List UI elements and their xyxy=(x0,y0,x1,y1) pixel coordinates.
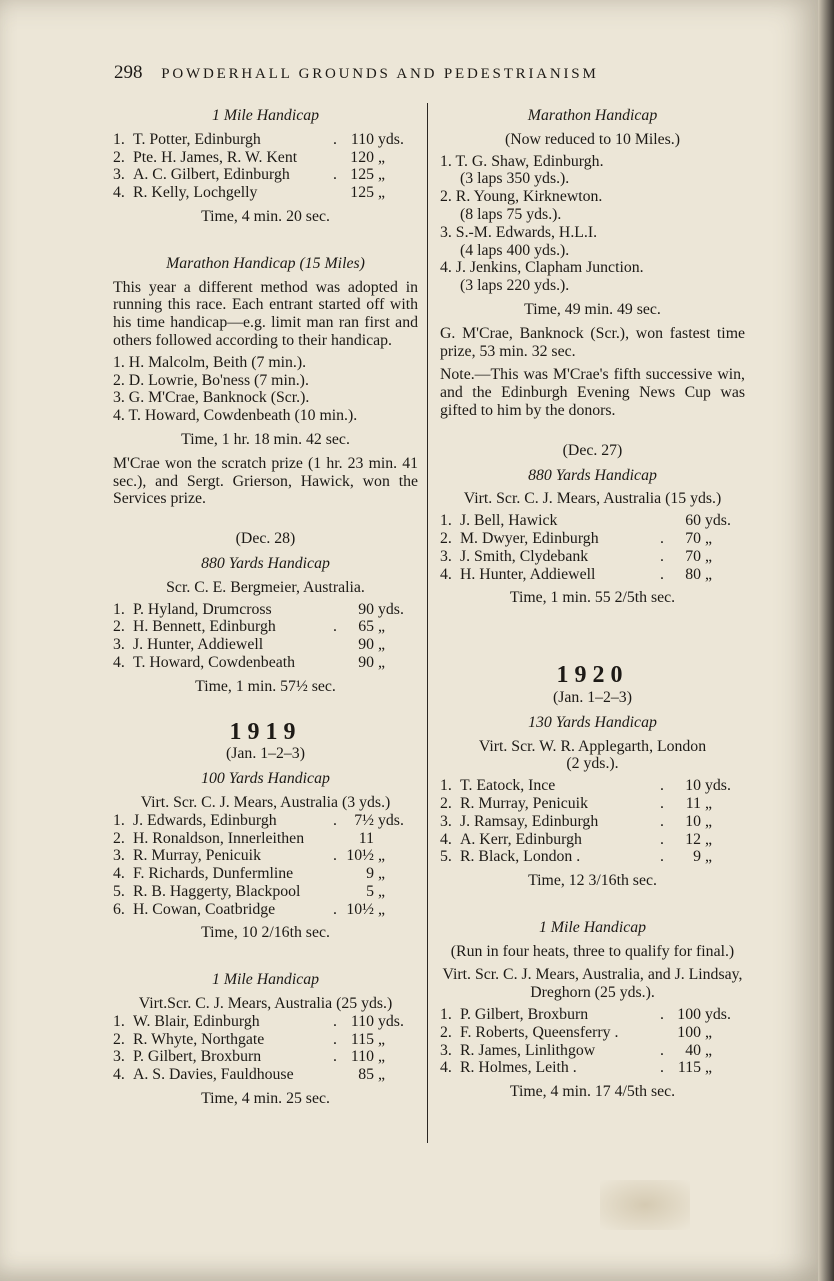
result-name: J. Ramsay, Edinburgh xyxy=(460,812,599,830)
result-val: 110 xyxy=(350,1048,374,1066)
result-unit: „ xyxy=(705,529,713,547)
section-title: 1 Mile Handicap xyxy=(538,918,647,936)
paragraph: Note.—This was M'Crae's fifth successive win, and the Edinburgh Evening News Cup was gifted to him by the donors. xyxy=(440,366,745,419)
result-name: J. Smith, Clydebank xyxy=(460,547,589,565)
result-dot xyxy=(326,883,344,901)
result-n: 3. xyxy=(440,1041,452,1059)
result-val: 9 xyxy=(366,865,374,883)
result-val: 90 xyxy=(358,636,374,654)
result-row xyxy=(113,1066,418,1084)
result-unit: „ xyxy=(705,794,713,812)
result-val: 110 xyxy=(350,130,374,148)
result-dot xyxy=(326,1066,344,1084)
result-time: Time, 4 min. 25 sec. xyxy=(201,1090,330,1108)
result-dot: . xyxy=(660,1006,664,1024)
result-n: 3. xyxy=(113,166,125,184)
results-list xyxy=(113,601,418,672)
section-title: 1 Mile Handicap xyxy=(211,107,320,124)
result-row xyxy=(113,883,418,901)
result-n: 2. xyxy=(440,794,452,812)
race-date: (Dec. 27) xyxy=(562,441,623,459)
result-val: 100 xyxy=(677,1006,701,1024)
result-unit: „ xyxy=(705,848,713,866)
result-val: 9 xyxy=(693,848,701,866)
result-n: 4. xyxy=(440,1059,452,1077)
result-n: 6. xyxy=(113,900,125,918)
result-row: 4. J. Jenkins, Clapham Junction. xyxy=(440,259,644,277)
result-unit: yds. xyxy=(378,811,404,829)
result-row xyxy=(113,1048,418,1066)
result-val: 11 xyxy=(358,829,374,847)
result-n: 4. xyxy=(113,184,125,202)
result-name: P. Gilbert, Broxburn xyxy=(133,1048,262,1066)
result-unit: „ xyxy=(378,882,386,900)
scratch-line: Virt. Scr. C. J. Mears, Australia (15 yds.) xyxy=(463,490,722,508)
result-row: 4. T. Howard, Cowdenbeath (10 min.). xyxy=(113,407,358,425)
result-dot xyxy=(326,865,344,883)
result-n: 5. xyxy=(113,882,125,900)
result-name: H. Bennett, Edinburgh xyxy=(133,618,276,636)
result-dot: . xyxy=(333,130,337,148)
race-date: (Jan. 1–2–3) xyxy=(553,688,632,706)
results-list xyxy=(113,1013,418,1084)
result-dot: . xyxy=(333,1048,337,1066)
result-val: 85 xyxy=(358,1066,374,1084)
result-val: 70 xyxy=(685,547,701,565)
page-number: 298 xyxy=(114,62,143,83)
result-unit: „ xyxy=(378,1066,386,1084)
result-n: 3. xyxy=(113,1048,125,1066)
result-dot: . xyxy=(660,848,664,866)
result-row xyxy=(113,1013,418,1031)
result-name: P. Gilbert, Broxburn xyxy=(460,1006,589,1024)
result-n: 1. xyxy=(113,600,125,618)
result-unit: yds. xyxy=(705,1006,731,1024)
result-row xyxy=(113,830,418,848)
result-val: 90 xyxy=(358,600,374,618)
result-row: 1. T. G. Shaw, Edinburgh. xyxy=(440,152,604,170)
result-unit: „ xyxy=(378,1030,386,1048)
result-n: 1. xyxy=(440,1006,452,1024)
results-list xyxy=(440,512,745,583)
result-unit: „ xyxy=(378,148,386,166)
result-n: 4. xyxy=(113,653,125,671)
result-unit: „ xyxy=(705,547,713,565)
result-name: R. Murray, Penicuik xyxy=(460,794,588,812)
result-time: Time, 1 min. 55 2/5th sec. xyxy=(509,589,676,607)
results-list xyxy=(440,153,745,295)
result-row xyxy=(113,184,418,202)
result-row xyxy=(440,777,745,795)
result-n: 4. xyxy=(113,865,125,883)
section-title: 1 Mile Handicap xyxy=(211,971,320,989)
result-row xyxy=(440,813,745,831)
result-dot: . xyxy=(660,812,664,830)
scratch-line: Virt. Scr. C. J. Mears, Australia, and J. Lindsay, Dreghorn (25 yds.). xyxy=(442,966,743,1002)
section-title: Marathon Handicap (15 Miles) xyxy=(166,254,365,272)
result-name: R. Whyte, Northgate xyxy=(133,1030,265,1048)
section-title: 100 Yards Handicap xyxy=(201,770,330,788)
result-dot: . xyxy=(660,777,664,795)
result-n: 4. xyxy=(440,830,452,848)
paragraph: G. M'Crae, Banknock (Scr.), won fastest time prize, 53 min. 32 sec. xyxy=(440,324,745,360)
result-time: Time, 1 hr. 18 min. 42 sec. xyxy=(181,430,350,448)
race-date: (Jan. 1–2–3) xyxy=(226,745,305,763)
results-list xyxy=(440,1006,745,1077)
result-dot: . xyxy=(660,565,664,583)
result-row xyxy=(440,566,745,584)
result-name: W. Blair, Edinburgh xyxy=(133,1012,260,1030)
result-unit: yds. xyxy=(378,1012,404,1030)
result-n: 2. xyxy=(113,829,125,847)
result-row xyxy=(113,847,418,865)
result-row xyxy=(113,636,418,654)
result-row xyxy=(113,654,418,672)
result-n: 3. xyxy=(113,847,125,865)
right-column xyxy=(440,100,745,1101)
result-name: J. Bell, Hawick xyxy=(460,512,558,530)
scratch-line: Scr. C. E. Bergmeier, Australia. xyxy=(166,578,365,596)
result-val: 115 xyxy=(677,1059,701,1077)
result-time: Time, 1 min. 57½ sec. xyxy=(195,677,336,695)
result-unit: „ xyxy=(378,636,386,654)
result-val: 10 xyxy=(685,812,701,830)
result-name: R. B. Haggerty, Blackpool xyxy=(133,882,301,900)
result-row xyxy=(113,166,418,184)
race-date: (Dec. 28) xyxy=(235,530,296,548)
result-name: T. Potter, Edinburgh xyxy=(133,130,261,148)
result-dot: . xyxy=(660,529,664,547)
result-dot xyxy=(326,654,344,672)
result-unit: „ xyxy=(705,565,713,583)
result-name: A. C. Gilbert, Edinburgh xyxy=(133,166,290,184)
result-val: 10½ xyxy=(346,847,374,865)
result-unit: „ xyxy=(705,812,713,830)
result-dot: . xyxy=(660,1041,664,1059)
result-dot xyxy=(326,601,344,619)
result-name: P. Hyland, Drumcross xyxy=(133,600,272,618)
result-unit: „ xyxy=(378,900,386,918)
result-n: 1. xyxy=(113,130,125,148)
result-time: Time, 49 min. 49 sec. xyxy=(524,300,661,318)
result-n: 3. xyxy=(440,547,452,565)
result-row: 2. D. Lowrie, Bo'ness (7 min.). xyxy=(113,371,309,389)
result-dot xyxy=(326,149,344,167)
result-val: 12 xyxy=(685,830,701,848)
result-val: 100 xyxy=(677,1023,701,1041)
result-row xyxy=(440,1059,745,1077)
result-unit: „ xyxy=(378,865,386,883)
left-column xyxy=(113,100,418,1108)
result-row xyxy=(113,618,418,636)
result-val: 40 xyxy=(685,1041,701,1059)
result-n: 1. xyxy=(113,1012,125,1030)
result-row xyxy=(113,1031,418,1049)
result-detail: (8 laps 75 yds.). xyxy=(460,205,562,223)
scratch-line: Virt.Scr. C. J. Mears, Australia (25 yds.) xyxy=(138,995,393,1013)
result-unit: yds. xyxy=(378,600,404,618)
result-name: F. Roberts, Queensferry . xyxy=(460,1023,619,1041)
result-row xyxy=(440,1024,745,1042)
result-dot: . xyxy=(660,547,664,565)
result-row xyxy=(440,1042,745,1060)
result-name: Pte. H. James, R. W. Kent xyxy=(133,148,298,166)
result-n: 3. xyxy=(113,636,125,654)
result-n: 2. xyxy=(440,1023,452,1041)
paragraph: (Run in four heats, three to qualify for final.) xyxy=(450,942,735,960)
result-row: 1. H. Malcolm, Beith (7 min.). xyxy=(113,353,307,371)
result-val: 11 xyxy=(685,794,701,812)
result-row xyxy=(113,601,418,619)
result-n: 2. xyxy=(113,618,125,636)
result-time: Time, 4 min. 20 sec. xyxy=(201,207,330,225)
result-unit: „ xyxy=(378,618,386,636)
result-val: 10 xyxy=(685,777,701,795)
result-val: 120 xyxy=(350,148,374,166)
result-val: 90 xyxy=(358,653,374,671)
result-row xyxy=(113,131,418,149)
scratch-line: (2 yds.). xyxy=(566,755,619,773)
result-unit: „ xyxy=(705,830,713,848)
result-time: Time, 12 3/16th sec. xyxy=(528,872,657,890)
result-unit: „ xyxy=(378,184,386,202)
result-time: Time, 4 min. 17 4/5th sec. xyxy=(509,1083,676,1101)
result-dot: . xyxy=(333,900,337,918)
result-row xyxy=(440,512,745,530)
scratch-line: Virt. Scr. C. J. Mears, Australia (3 yds.) xyxy=(140,793,391,811)
result-dot xyxy=(653,512,671,530)
result-row: 3. G. M'Crae, Banknock (Scr.). xyxy=(113,389,310,407)
result-name: M. Dwyer, Edinburgh xyxy=(460,529,599,547)
section-title: 880 Yards Handicap xyxy=(528,466,657,484)
result-dot xyxy=(326,636,344,654)
section-title: Marathon Handicap xyxy=(527,107,658,124)
result-val: 125 xyxy=(350,166,374,184)
subtitle: (Now reduced to 10 Miles.) xyxy=(504,130,681,148)
result-row: 2. R. Young, Kirknewton. xyxy=(440,188,603,206)
result-dot: . xyxy=(333,811,337,829)
result-unit: yds. xyxy=(705,512,731,530)
result-time: Time, 10 2/16th sec. xyxy=(201,924,330,942)
result-unit: „ xyxy=(378,1048,386,1066)
result-unit: „ xyxy=(705,1059,713,1077)
result-val: 5 xyxy=(366,882,374,900)
result-row xyxy=(440,848,745,866)
result-val: 125 xyxy=(350,184,374,202)
result-unit: yds. xyxy=(705,777,731,795)
result-dot xyxy=(326,184,344,202)
result-n: 1. xyxy=(440,777,452,795)
result-name: R. Kelly, Lochgelly xyxy=(133,184,258,202)
result-n: 4. xyxy=(440,565,452,583)
page-edge xyxy=(818,0,834,1281)
result-row xyxy=(440,1006,745,1024)
result-val: 70 xyxy=(685,529,701,547)
result-dot xyxy=(326,830,344,848)
result-val: 80 xyxy=(685,565,701,583)
result-unit: „ xyxy=(705,1023,713,1041)
result-dot: . xyxy=(333,618,337,636)
result-detail: (3 laps 350 yds.). xyxy=(460,170,570,188)
result-unit: yds. xyxy=(378,130,404,148)
result-dot: . xyxy=(333,1012,337,1030)
result-dot: . xyxy=(333,1030,337,1048)
result-n: 1. xyxy=(113,811,125,829)
result-name: F. Richards, Dunfermline xyxy=(133,865,294,883)
result-row xyxy=(440,530,745,548)
result-unit: „ xyxy=(378,847,386,865)
result-name: A. Kerr, Edinburgh xyxy=(460,830,582,848)
scratch-line: Virt. Scr. W. R. Applegarth, London xyxy=(478,737,707,755)
result-row xyxy=(113,901,418,919)
result-n: 2. xyxy=(113,1030,125,1048)
page-header xyxy=(114,62,714,84)
result-row xyxy=(440,831,745,849)
result-val: 10½ xyxy=(346,900,374,918)
year-heading: 1920 xyxy=(556,662,629,689)
result-val: 110 xyxy=(350,1012,374,1030)
paper-stain xyxy=(600,1180,690,1230)
year-heading: 1919 xyxy=(229,718,302,745)
result-n: 1. xyxy=(440,512,452,530)
section-title: 880 Yards Handicap xyxy=(201,554,330,572)
result-n: 5. xyxy=(440,848,452,866)
result-row xyxy=(113,865,418,883)
results-list xyxy=(113,354,418,425)
result-name: R. James, Linlithgow xyxy=(460,1041,596,1059)
result-n: 2. xyxy=(113,148,125,166)
result-n: 4. xyxy=(113,1066,125,1084)
results-list xyxy=(113,131,418,202)
result-name: H. Hunter, Addiewell xyxy=(460,565,596,583)
result-dot: . xyxy=(660,1059,664,1077)
result-n: 3. xyxy=(440,812,452,830)
result-val: 60 xyxy=(685,512,701,530)
result-n: 2. xyxy=(440,529,452,547)
result-dot: . xyxy=(333,166,337,184)
result-row: 3. S.-M. Edwards, H.L.I. xyxy=(440,223,598,241)
running-title: POWDERHALL GROUNDS AND PEDESTRIANISM xyxy=(161,66,599,82)
result-name: R. Holmes, Leith . xyxy=(460,1059,577,1077)
result-detail: (3 laps 220 yds.). xyxy=(460,277,570,295)
result-name: H. Cowan, Coatbridge xyxy=(133,900,276,918)
result-unit: „ xyxy=(378,166,386,184)
result-unit xyxy=(374,830,418,848)
result-row xyxy=(440,795,745,813)
paragraph: This year a different method was adopted in running this race. Each entrant started off with his time handicap—e.g. limit man ran first and others followed according to their handicap. xyxy=(113,278,418,349)
result-val: 65 xyxy=(358,618,374,636)
result-name: J. Edwards, Edinburgh xyxy=(133,811,277,829)
result-name: R. Murray, Penicuik xyxy=(133,847,261,865)
result-dot xyxy=(653,1024,671,1042)
result-row xyxy=(440,548,745,566)
result-unit: „ xyxy=(378,653,386,671)
result-name: T. Eatock, Ince xyxy=(460,777,556,795)
result-name: A. S. Davies, Fauldhouse xyxy=(133,1066,294,1084)
result-unit: „ xyxy=(705,1041,713,1059)
paragraph: M'Crae won the scratch prize (1 hr. 23 min. 41 sec.), and Sergt. Grierson, Hawick, won the Services prize. xyxy=(113,454,418,508)
section-title: 130 Yards Handicap xyxy=(528,713,657,731)
result-dot: . xyxy=(660,794,664,812)
column-divider xyxy=(427,103,428,1143)
result-name: J. Hunter, Addiewell xyxy=(133,636,264,654)
result-val: 115 xyxy=(350,1030,374,1048)
result-name: R. Black, London . xyxy=(460,848,581,866)
results-list xyxy=(113,812,418,919)
result-detail: (4 laps 400 yds.). xyxy=(460,241,570,259)
result-dot: . xyxy=(333,847,337,865)
result-row xyxy=(113,812,418,830)
result-dot: . xyxy=(660,830,664,848)
result-name: T. Howard, Cowdenbeath xyxy=(133,653,296,671)
result-row xyxy=(113,149,418,167)
results-list xyxy=(440,777,745,866)
result-name: H. Ronaldson, Innerleithen xyxy=(133,829,305,847)
result-val: 7½ xyxy=(354,811,374,829)
